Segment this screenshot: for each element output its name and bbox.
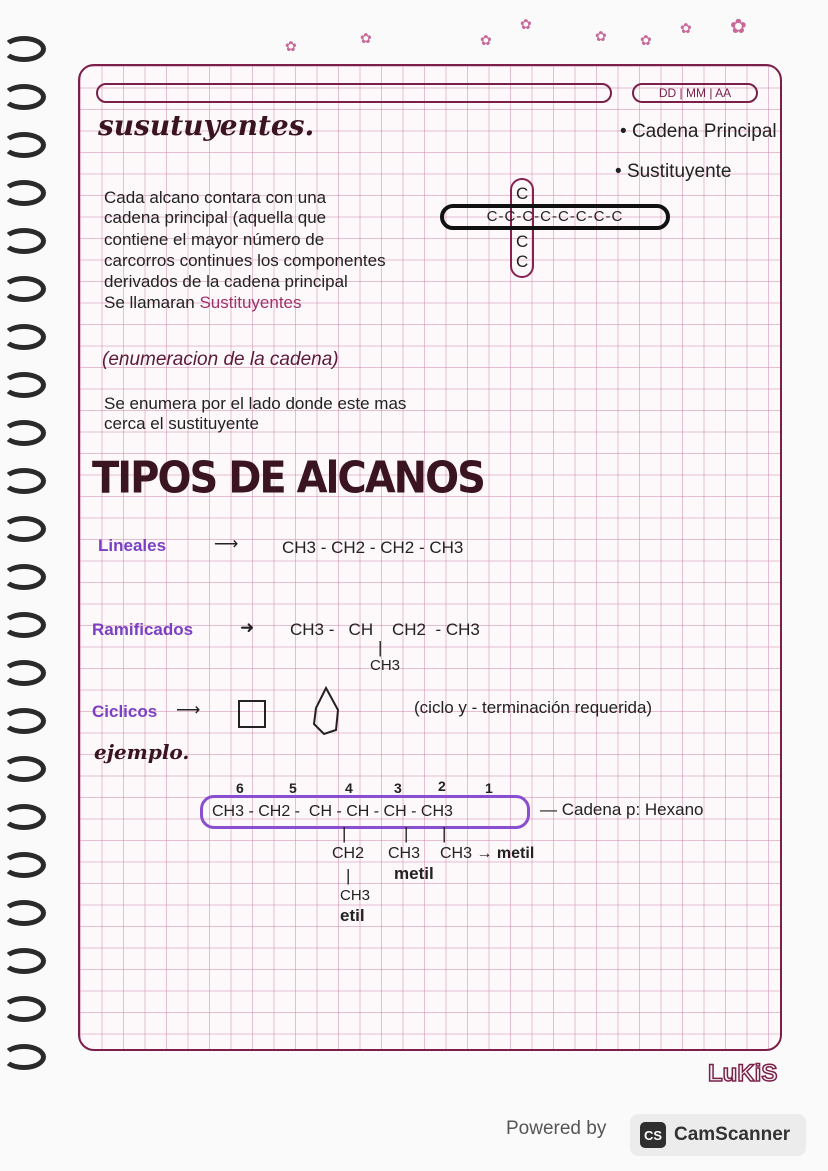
carbon-number: 1 [485,780,493,796]
type-label-ramificados: Ramificados [92,620,194,639]
highlight-text: Sustituyentes [199,293,302,312]
hexagon-ring-icon [310,686,342,736]
types-heading: TIPOS DE AlCANOS [92,452,484,504]
diagram-bottom-carbon: C [516,232,529,251]
ring [0,992,40,1014]
bond-line: | [342,824,347,843]
type-label-lineales: Lineales [98,536,167,555]
main-chain-diagram: C-C-C-C-C-C-C-C [440,204,670,230]
enumeration-line: Se enumera por el lado donde este mas [104,394,407,413]
paragraph-line [104,293,302,313]
carbon-number: 2 [438,778,446,794]
bond-line: | [404,824,409,843]
arrow-icon: ⟶ [176,700,201,719]
ring [0,416,40,438]
ring [0,944,40,966]
flower-icon: ✿ [285,38,297,54]
ring [0,272,40,294]
enumeration-heading: (enumeracion de la cadena) [102,349,339,370]
substituent: CH2 [332,845,365,862]
ring [0,128,40,150]
branch-ramificados: CH3 [370,657,401,674]
camscanner-icon: CS [640,1122,666,1148]
paragraph-line: carcorros continues los componentes [104,251,386,270]
powered-by-text: Powered by [506,1118,607,1139]
ring [0,560,40,582]
logo: LuKiS [708,1060,778,1087]
arrow-icon: ⟶ [214,534,239,553]
ring [0,512,40,534]
ring [0,176,40,198]
paragraph-line: derivados de la cadena principal [104,272,348,291]
type-label-ciclicos: Ciclicos [92,702,158,721]
bond-line: | [346,866,351,885]
ring [0,80,40,102]
flower-icon: ✿ [640,32,652,48]
ring [0,368,40,390]
text: Se llamaran [104,293,195,312]
brand-name: CamScanner [674,1124,791,1145]
example-chain-note: — Cadena p: Hexano [540,800,704,819]
ring [0,752,40,774]
flower-icon: ✿ [730,16,747,38]
formula-lineales: CH3 - CH2 - CH2 - CH3 [282,538,464,557]
text: CH3 [440,845,473,862]
substituent-name: etil [340,906,365,925]
substituent-name: → metil [476,845,535,862]
example-label: ejemplo. [94,740,190,764]
camscanner-badge [630,1114,806,1156]
carbon-number: 4 [345,780,353,796]
ring [0,32,40,54]
arrow-icon: ➜ [240,618,255,637]
diagram-bottom-carbon: C [516,252,529,271]
example-chain: CH3 - CH2 - CH - CH - CH - CH3 [212,803,453,820]
ring [0,896,40,918]
substituent: CH3 [340,887,371,904]
paragraph-line: Cada alcano contara con una [104,188,327,207]
ciclicos-note: (ciclo y - terminación requerida) [414,698,653,717]
bond-line: | [378,638,383,657]
ring [0,464,40,486]
flower-icon: ✿ [680,20,692,36]
flower-icon: ✿ [520,16,532,32]
legend-substituent: • Sustituyente [615,161,732,182]
carbon-number: 3 [394,780,402,796]
flower-icon: ✿ [360,30,372,46]
date-field: DD | MM | AA [632,83,758,103]
header-title-field [96,83,612,103]
ring [0,656,40,678]
ring [0,320,40,342]
paragraph-line: contiene el mayor número de [104,230,325,249]
substituent [440,844,534,864]
flower-icon: ✿ [595,28,607,44]
paragraph-line: cadena principal (aquella que [104,208,327,227]
ring [0,848,40,870]
bond-line: | [442,824,447,843]
substituent-name: metil [394,864,434,883]
legend-main-chain: • Cadena Principal [620,121,777,142]
flower-icon: ✿ [480,32,492,48]
ring [0,800,40,822]
ring [0,704,40,726]
legend-label: Sustituyente [626,161,732,182]
ring [0,1040,40,1062]
ring [0,224,40,246]
carbon-number: 5 [289,780,297,796]
carbon-number: 6 [236,780,244,796]
diagram-top-carbon: C [516,184,529,203]
page-title: susutuyentes. [98,109,315,142]
ring [0,608,40,630]
enumeration-line: cerca el sustituyente [104,414,259,433]
substituent: CH3 [388,845,421,862]
square-ring-icon [238,700,266,728]
legend-label: Cadena Principal [631,121,777,142]
formula-ramificados: CH3 - CH CH2 - CH3 [290,620,480,639]
